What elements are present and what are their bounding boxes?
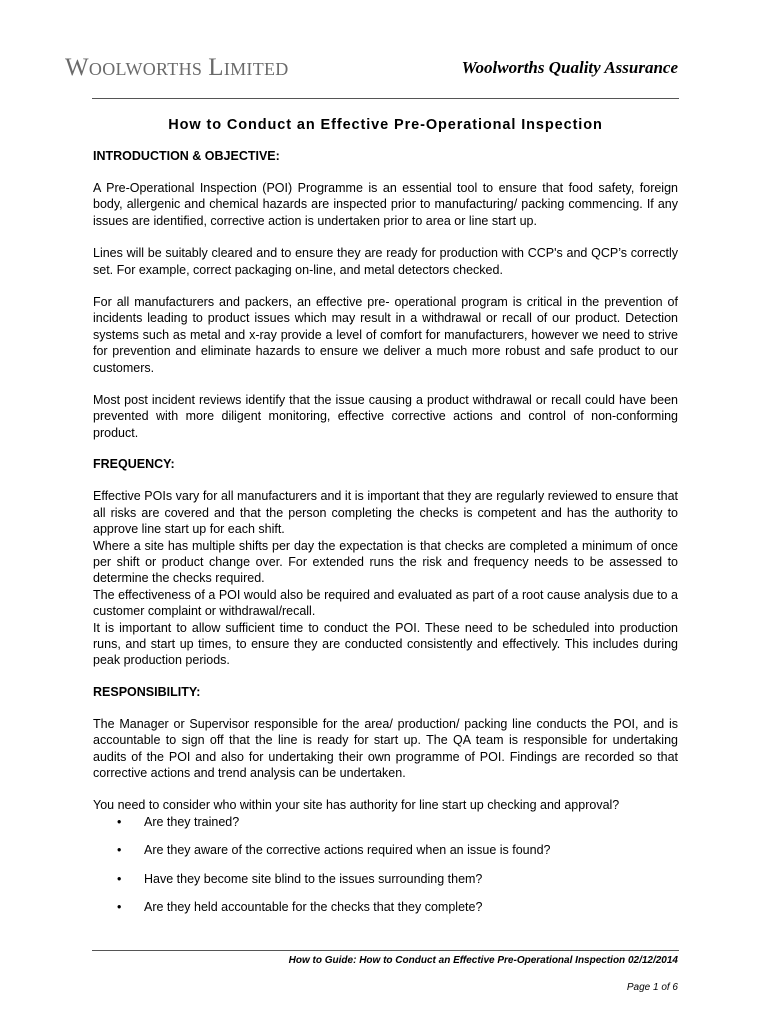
woolworths-logo: WOOLWORTHS LIMITED xyxy=(65,54,289,81)
bullet-icon: • xyxy=(117,814,122,829)
frequency-heading: FREQUENCY: xyxy=(93,457,175,472)
bullet-item: • Are they aware of the corrective actions required when an issue is found? xyxy=(117,843,551,858)
page-number: Page 1 of 6 xyxy=(626,982,678,993)
footer-text: How to Guide: How to Conduct an Effective Pre-Operational Inspection 02/12/2014 xyxy=(288,955,678,966)
intro-paragraph: Lines will be suitably cleared and to ensure they are ready for production with CCP's and QCP’s correctly set. For example, correct packaging on-line, and metal detectors checked. xyxy=(93,246,678,277)
frequency-paragraph: It is important to allow sufficient time to conduct the POI. These need to be scheduled into production runs, and start up times, to ensure they are conducted consistently and effectively. This includes during peak production periods. xyxy=(93,620,678,668)
frequency-paragraph: The effectiveness of a POI would also be required and evaluated as part of a root cause analysis due to a customer complaint or withdrawal/recall. xyxy=(93,587,678,619)
bullet-item: • Are they trained? xyxy=(117,814,240,829)
bullet-icon: • xyxy=(117,871,122,886)
intro-paragraph: Most post incident reviews identify that the issue causing a product withdrawal or recall could have been prevented with more diligent monitoring, effective corrective actions and control of non-conforming product. xyxy=(93,393,678,440)
responsibility-paragraph: The Manager or Supervisor responsible for the area/ production/ packing line conducts the POI, and is accountable to sign off that the line is ready for start up. The QA team is responsible for undertaking audits of the POI and also for undertaking their own programme of POI. Findings are recorded so that corrective actions and trend analysis can be undertaken. xyxy=(93,716,678,780)
frequency-paragraph: Effective POIs vary for all manufacturers and it is important that they are regularly reviewed to ensure that all risks are covered and that the person completing the checks is competent and has the authority to approve line start up for each shift. xyxy=(93,489,678,537)
intro-paragraph: For all manufacturers and packers, an effective pre- operational program is critical in the prevention of incidents leading to product issues which may result in a withdrawal or recall of our product. Detection systems such as metal and x-ray provide a level of comfort for manufacturers, however we need to strive for prevention and eliminate hazards to ensure we deliver a much more robust and safe product to our customers. xyxy=(93,295,678,375)
intro-paragraph: A Pre-Operational Inspection (POI) Programme is an essential tool to ensure that food safety, foreign body, allergenic and chemical hazards are inspected prior to manufacturing/ packing commencing. If any issues are identified, corrective action is undertaken prior to area or line start up. xyxy=(93,181,678,228)
bullet-item: • Have they become site blind to the issues surrounding them? xyxy=(117,871,483,886)
responsibility-bullet-list xyxy=(93,814,678,916)
frequency-paragraph: Where a site has multiple shifts per day the expectation is that checks are completed a minimum of once per shift or product change over. For extended runs the risk and frequency needs to be assessed to determine the checks required. xyxy=(93,538,678,586)
bullet-icon: • xyxy=(117,843,122,858)
intro-heading: INTRODUCTION & OBJECTIVE: xyxy=(93,149,280,163)
responsibility-heading: RESPONSIBILITY: xyxy=(93,684,201,699)
footer-divider xyxy=(92,950,679,951)
header-qa-title: Woolworths Quality Assurance xyxy=(461,58,678,77)
responsibility-question: You need to consider who within your site has authority for line start up checking and approval? xyxy=(93,798,620,813)
header-divider xyxy=(92,98,679,99)
document-title: How to Conduct an Effective Pre-Operational Inspection xyxy=(168,117,603,133)
bullet-icon: • xyxy=(117,900,122,914)
bullet-item: • Are they held accountable for the checks that they complete? xyxy=(117,900,483,914)
document-body xyxy=(93,117,678,927)
